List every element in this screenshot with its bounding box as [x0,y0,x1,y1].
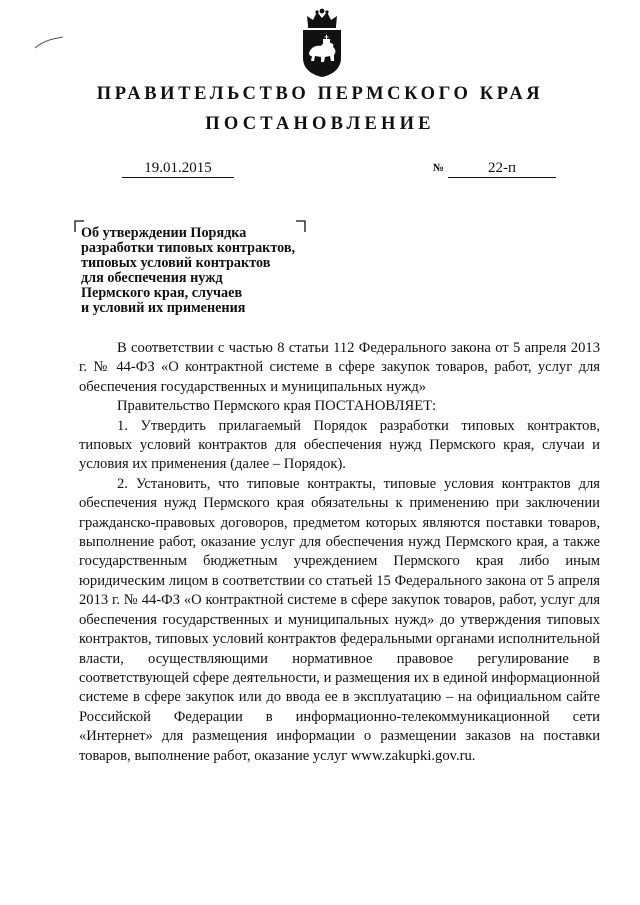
subject-line: разработки типовых контрактов, [81,240,296,256]
document-subject [81,226,331,316]
subject-line: типовых условий контрактов [81,255,271,271]
item-2-paragraph: 2. Установить, что типовые контракты, типовые условия контрактов для обеспечения нужд Пермского края обязательны к применению при заключении гражданско-правовых договоров, предметом которых являются поставки товаров, выполнение работ, оказание услуг для обеспечения нужд Пермского края, а также государственным бюджетным учреждением Пермского края либо иным юридическим лицом в соответствии со статьей 15 Федерального закона от 5 апреля 2013 г. № 44-ФЗ «О контрактной системе в сфере закупок товаров, работ, услуг для обеспечения государственных и муниципальных нужд» до утверждения типовых контрактов, типовых условий контрактов федеральными органами исполнительной власти, осуществляющими нормативное правовое регулирование в соответствующей сфере деятельности, и размещения их в единой информационной системе в сфере закупок или до ввода ее в эксплуатацию – на официальном сайте Российской Федерации в информационно-телекоммуникационной сети «Интернет» для размещения информации о размещении заказов на поставки товаров, выполнение работ, оказание услуг www.zakupki.gov.ru. [79,475,600,764]
subject-line: Об утверждении Порядка [81,225,247,241]
government-title: ПРАВИТЕЛЬСТВО ПЕРМСКОГО КРАЯ [96,84,544,104]
document-number: 22-п [448,159,556,178]
item-1-paragraph: 1. Утвердить прилагаемый Порядок разработки типовых контрактов, типовых условий контрактов для обеспечения нужд Пермского края, случаи и условия их применения (далее – Порядок). [79,417,600,473]
document-type-title: ПОСТАНОВЛЕНИЕ [205,114,435,134]
pen-mark [34,36,64,50]
document-date: 19.01.2015 [122,159,234,178]
intro-paragraph: В соответствии с частью 8 статьи 112 Федерального закона от 5 апреля 2013 г. № 44-ФЗ «О контрактной системе в сфере закупок товаров, работ, услуг для обеспечения государственных и муниципальных нужд» [79,340,600,395]
decree-paragraph: Правительство Пермского края ПОСТАНОВЛЯЕТ: [117,398,437,415]
coat-of-arms-icon [299,6,345,78]
number-sign: № [433,162,445,174]
subject-line: для обеспечения нужд [81,270,223,286]
document-body [79,339,600,766]
subject-line: и условий их применения [81,300,246,316]
subject-line: Пермского края, случаев [81,285,243,301]
